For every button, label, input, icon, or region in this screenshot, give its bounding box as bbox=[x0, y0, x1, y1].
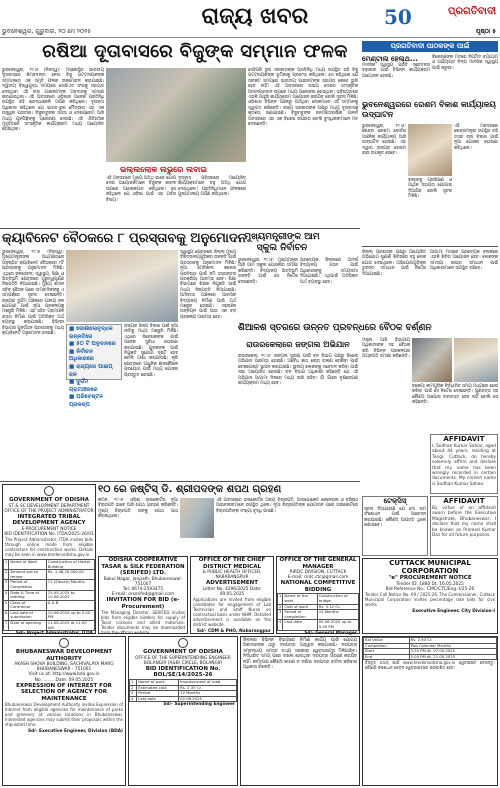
emblem-icon bbox=[44, 486, 54, 496]
cabinet-text-col1: ଭୁବନେଶ୍ୱର, ୧୯।୫ (ନିଜସ୍ୱ): ମୁଖ୍ୟମନ୍ତ୍ରୀଙ୍କ ଅଧ୍ୟକ୍ଷତାରେ ଅନୁଷ୍ଠିତ କ୍ୟାବିନେଟ ବୈଠକରେ ୮ଟି ପ୍ରସ୍ତାବକୁ ଅନୁମୋଦନ ମିଳିଛି। ଏଥିରେ ଜଳସେଚନ, ସ୍ୱାସ୍ଥ୍ୟ, ଶିକ୍ଷା ଓ ଭିତ୍ତିଭୂମି କ୍ଷେତ୍ରରେ ଗୁରୁତ୍ୱପୂର୍ଣ୍ଣ ନିଷ୍ପତ୍ତି ନିଆଯାଇଛି। ମୁଖ୍ୟ ଶାସନ ସଚିବ ବୈଠକ ପରେ ସାମ୍ବାଦିକଙ୍କୁ ଏ ସମ୍ପର୍କରେ ସୂଚନା ଦେଇଛନ୍ତି। ରାଜ୍ୟର ଦୁର୍ଗମ ଅଞ୍ଚଳରେ ପାନୀୟ ଜଳ ଯୋଗାଣ ପାଇଁ ନୂଆ ପ୍ରକଳ୍ପକୁ ମଞ୍ଜୁରି ମିଳିଛି। ଏହା ସହିତ ଗ୍ରାମାଞ୍ଚଳ ରାସ୍ତା ନିର୍ମାଣ ପାଇଁ ଅତିରିକ୍ତ ଅର୍ଥ ବ୍ୟବସ୍ଥା କରାଯାଇଛି। ବିଭିନ୍ନ ବିଭାଗର ପୁନର୍ଗଠନ ପ୍ରସ୍ତାବକୁ ମଧ୍ୟ କ୍ୟାବିନେଟ ଅନୁମୋଦନ ଦେଇଛି। bbox=[2, 250, 64, 337]
table-row bbox=[364, 654, 497, 660]
ad-signature: Sd/- Project Administrator, ITDA bbox=[15, 631, 93, 637]
main-story-text-col1: ଭୁବନେଶ୍ୱର, ୧୯।୫ (ନିଜସ୍ୱ): ମସ୍କୋସ୍ଥିତ ଭାରତୀୟ ଦୂତାବାସରେ କିମ୍ବଦନ୍ତୀ ନେତା ବିଜୁ ପଟ୍ଟନାୟକଙ୍କ ସମ୍ମାନରେ ଏକ ସ୍ମୃତି ଫଳକ ଉନ୍ମୋଚନ କରାଯାଇଛି। ଦ୍ୱିତୀୟ ବିଶ୍ୱଯୁଦ୍ଧ ସମୟରେ ସୋଭିଏତ ସଂଘକୁ ସହାୟତା ଦେଇଥିବା ଏହି ବୀର ପାଇଲଟଙ୍କ ଅବଦାନକୁ ସ୍ମରଣ କରାଯାଇଥିଲା। ଏହି ଅବସରରେ ଓଡ଼ିଶାର ଅନେକ ପ୍ରତିନିଧି ଉପସ୍ଥିତ ରହି ଶ୍ରଦ୍ଧାଞ୍ଜଳି ଅର୍ପଣ କରିଥିଲେ। ଦୂତାବାସ ଅଧିକାରୀ କହିଥିଲେ ଯେ ଭାରତ-ରୁଷ ମୈତ୍ରୀର ଏହା ଏକ ଉଜ୍ଜ୍ୱଳ ପ୍ରତୀକ। ବିଜୁବାବୁଙ୍କ ସାହସ ଓ ଦେଶପ୍ରେମ ଆଜି ମଧ୍ୟ ଯୁବପିଢ଼ିଙ୍କୁ ପ୍ରେରଣା ଦେଉଛି। ଏହି ଐତିହାସିକ ମୁହୂର୍ତ୍ତରେ ସାଂସ୍କୃତିକ କାର୍ଯ୍ୟକ୍ରମ ମଧ୍ୟ ଆୟୋଜିତ ହୋଇଥିଲା। bbox=[2, 68, 104, 133]
emblem-icon bbox=[59, 638, 69, 648]
minister-photo-2 bbox=[454, 338, 498, 382]
ad-line: E-mail: rirdc.ctc@gmail.com bbox=[287, 575, 349, 581]
ad-line: BHUBANESWAR - 751001 bbox=[36, 667, 92, 673]
newspaper-logo: ପ୍ରଗତିବାଦୀ bbox=[447, 6, 496, 17]
table-cell: 4 bbox=[130, 696, 137, 702]
table-row bbox=[4, 600, 95, 610]
bbsr-text-col1: ଭୁବନେଶ୍ୱର, ୧୯।୫: କେନ୍ଦ୍ର ରେଶମ ବୋର୍ଡର ଆଞ୍ଚଳିକ କାର୍ଯ୍ୟାଳୟ ଆଜି ଉଦ୍‌ଘାଟିତ ହୋଇଛି। ଏହା ଦ୍ୱାରା ରାଜ୍ୟର ରେଶମ ଚାଷୀ ଉପକୃତ ହେବେ। bbox=[362, 124, 406, 157]
ad-line: ADVERTISEMENT bbox=[206, 580, 258, 587]
ad-line: BHUBANESWAR DEVELOPMENT AUTHORITY bbox=[15, 649, 113, 662]
mental-health-head: ମେଣ୍ଟାଲ ହେଲ୍ଥ... bbox=[362, 55, 418, 63]
bhubaneswar-headline: ଭୁବନେଶ୍ୱରରେ ରେଶମ ବିକାଶ କାର୍ଯ୍ୟାଳୟ ଉଦ୍‌ଘାଟନ bbox=[362, 100, 496, 119]
ad-line: BID IDENTIFICATION No. ITDA/2025-26/01 bbox=[4, 532, 94, 538]
ad-coop-tender bbox=[98, 556, 188, 634]
ad-table bbox=[277, 593, 359, 630]
ad-line: AKASH SHOVA BUILDING, SACHIVALAYA MARG bbox=[14, 662, 114, 667]
railway-headline: ରାଉରକେଲାରେ ଜଙ୍ଗଲ ଅଭିଯାନ bbox=[246, 340, 350, 349]
ad-line: E-mail: orserifed@gmail.com bbox=[111, 592, 175, 598]
table-row bbox=[4, 621, 95, 631]
ad-line: INTEGRATED TRIBAL DEVELOPMENT AGENCY bbox=[12, 513, 86, 527]
table-cell: Rs. 2.94 Cr. bbox=[409, 638, 496, 644]
notice-head: ଟେକ୍ସିସ୍ bbox=[383, 497, 407, 505]
minister-text-col1: ମନ୍ତ୍ରୀ ଆଜି ବିଭାଗୀୟ ଅଧିକାରୀଙ୍କ ସହ ବୈଠକ କରି ବିଭିନ୍ନ ପ୍ରକଳ୍ପର ଅଗ୍ରଗତି ସମୀକ୍ଷା କରିଛନ୍ତି। bbox=[362, 338, 410, 360]
divider bbox=[0, 481, 360, 482]
table-row bbox=[4, 610, 95, 620]
table-cell: 5.00 PM dt. 21.05.2025 bbox=[409, 654, 496, 660]
affidavit-box-1 bbox=[430, 434, 498, 494]
table-cell: 11 (Eleven) Months bbox=[46, 580, 94, 590]
ad-line: EXPRESSION OF INTEREST FOR SELECTION OF AGENCY FOR MAINTENANCE bbox=[16, 682, 112, 702]
cabinet-text-col2: ରାଜ୍ୟର ଶିଳ୍ପ ବିକାଶ ପାଇଁ ନୂଆ ନୀତିକୁ ମଧ୍ୟ ମଞ୍ଜୁରି ମିଳିଛି। ଏଥିରେ ନିବେଶକଙ୍କ ପାଇଁ ଅନେକ ସୁବିଧା ଘୋଷଣା କରାଯାଇଛି। ଯୁବକଙ୍କ ପାଇଁ ନିଯୁକ୍ତି ସୁଯୋଗ ସୃଷ୍ଟି ହେବ ବୋଲି ଆଶା କରାଯାଉଛି। କୃଷି କ୍ଷେତ୍ରରେ ଆଧୁନିକ ଜ୍ଞାନକୌଶଳ ପ୍ରୟୋଗ ପାଇଁ ମଧ୍ୟ ଯୋଜନା ପ୍ରସ୍ତୁତ ହୋଇଛି। bbox=[124, 324, 178, 378]
table-cell: 3 bbox=[4, 580, 9, 590]
table-cell: Name of the work bbox=[283, 594, 317, 604]
ad-line: BOLANGIR (R&B) CIRCLE, BOLANGIR bbox=[143, 660, 223, 666]
table-cell: Improvement of road bbox=[179, 679, 237, 685]
ad-itda-tender bbox=[2, 484, 96, 637]
mental-health-text-col2: ବିଶେଷଜ୍ଞଙ୍କ ମତରେ ନିୟମିତ ବ୍ୟାୟାମ ଓ ପର୍ଯ୍ୟାପ୍ତ ନିଦ୍ରା ମାନସିକ ସ୍ୱାସ୍ଥ୍ୟ ପାଇଁ ଜରୁରୀ। bbox=[432, 55, 498, 71]
ad-line: ODISHA COOPERATIVE TASAR & SILK FEDERATION (SERIFED) LTD. bbox=[101, 557, 185, 576]
ad-line: GOVERNMENT OF ODISHA bbox=[143, 649, 223, 655]
ad-superintending-engineer bbox=[128, 636, 238, 786]
ad-line: OFFICE OF THE PROJECT ADMINISTRATOR bbox=[4, 508, 94, 514]
table-row bbox=[4, 559, 95, 569]
highlight-item: ■ ରାଜ୍ୟରେ ପାଇପ୍‌ ଜଳ bbox=[69, 363, 113, 378]
table-cell: A & B bbox=[46, 600, 94, 610]
ad-line: Tender ID: 1880 Dt. 16.05.2025 bbox=[396, 581, 464, 587]
ad-body: Bhubaneswar Development Authority invites Expression of Interest from eligible agencies for maintenance of parks and greenery at various locations in Bhubaneswar. Interested agencies may submit their proposals within the stipulated time. bbox=[5, 702, 123, 727]
table-cell: 05.06.2025 up to 5.00 PM bbox=[317, 620, 358, 630]
table-cell: 11.06.2025 at 11.00 AM bbox=[46, 621, 94, 631]
ad-body: Applications are invited from eligible candidates for engagement of Lab Technician and Staff Nurse on contractual basis under NHM. Detailed advertisement is available on the district website. bbox=[193, 597, 271, 627]
ad-body: ବିସ୍ତୃତ ତଥ୍ୟ ପାଇଁ www.tendersodisha.gov.in ୱେବସାଇଟ ଦେଖନ୍ତୁ। କୌଣସି ସଂଶୋଧନ କେବଳ ୱେବସାଇଟରେ ପ୍ରକାଶିତ ହେବ। bbox=[365, 660, 495, 671]
table-cell: Rs. 2.35 Cr. bbox=[179, 685, 237, 691]
cm-story-text-col2: ପ୍ରତ୍ୟେକ ଜିଲ୍ଲାରେ ଆଦର୍ଶ ବିଦ୍ୟାଳୟ ଗଠନ ପାଇଁ ଅଧିକାରୀଙ୍କୁ ସମୟସୀମା ଦିଆଯାଇଛି। ଏଥିପାଇଁ ଅତିରିକ୍ତ ଅର୍ଥ ବ୍ୟବସ୍ଥା ହେବ। bbox=[300, 258, 358, 285]
highlight-item: ■ ୫୦ ଟି ଅନୁଦାନରେ bbox=[69, 341, 116, 348]
table-cell: 25.05.2025 to 10.06.2025 bbox=[46, 590, 94, 600]
main-story-photo bbox=[106, 68, 246, 162]
ad-body: The Project Administrator, ITDA invites bids through online mode from eligible contractors for construction works. Details may be seen in www.tendersodisha.gov.in bbox=[5, 537, 93, 558]
table-cell: Name of Work bbox=[9, 559, 46, 569]
table-cell: 02.06.2025 bbox=[179, 696, 237, 702]
page-section-title: ରାଜ୍ୟ ଖବର bbox=[201, 3, 309, 29]
ad-misc-notice bbox=[276, 556, 360, 634]
divider bbox=[0, 228, 360, 229]
dateline: ଭୁବନେଶ୍ୱର, ଗୁରୁବାର, ୨୦ ମେ ୨୦୨୫ bbox=[2, 28, 91, 35]
ad-bda-eoi bbox=[2, 636, 126, 786]
ad-line: NATIONAL COMPETITIVE BIDDING bbox=[280, 580, 356, 593]
ad-signature: Executive Engineer, City Division-I bbox=[412, 608, 495, 614]
table-cell: Construction of Hostel Building bbox=[46, 559, 94, 569]
ad-line: Tel: 0674-2593475 bbox=[122, 586, 164, 592]
table-cell: 3.30 PM dt. 07.05.2025 bbox=[409, 649, 496, 655]
table-cell: Period bbox=[137, 691, 179, 697]
table-cell: 3 bbox=[278, 610, 283, 620]
table-cell: 5 bbox=[4, 600, 9, 610]
ad-line: CUTTACK MUNICIPAL bbox=[389, 559, 471, 567]
svg-text:50: 50 bbox=[384, 5, 412, 29]
table-cell: Date of opening bbox=[9, 621, 46, 631]
ad-signature: Sd/- Superintending Engineer bbox=[163, 702, 235, 708]
affidavit-text: I, Sudhan Kumar Sahoo, aged about 44 years, residing at Tangi, Cuttack, do hereby solemnly affirm and declare that my name has been wrongly recorded in certain documents. My correct name is Sudhan Kumar Sahoo. bbox=[432, 444, 496, 487]
table-row bbox=[278, 594, 359, 604]
notice-box bbox=[362, 496, 428, 556]
ad-line: CORPORATION bbox=[401, 567, 459, 575]
table-cell: 12 Months bbox=[179, 691, 237, 697]
ad-line: "e" PROCUREMENT NOTICE bbox=[388, 575, 472, 581]
bbsr-photo bbox=[408, 124, 452, 176]
ad-signature: Sd/- Executive Engineer, Division (BDA) bbox=[28, 728, 123, 734]
table-cell: Class of Contractor bbox=[9, 600, 46, 610]
table-cell: 1 bbox=[278, 594, 283, 604]
right-misc-text-col2: ଆଗାମୀ ମାସରେ ପ୍ରତ୍ୟେକ ବ୍ଲକରେ ଏଭଳି ଶିବିର ଆୟୋଜନ ହେବ। ଲୋକଙ୍କ ସମସ୍ୟା ଶୀଘ୍ର ସମାଧାନ ପାଇଁ ଅଧିକାରୀମାନେ ଉପସ୍ଥିତ ରହିବେ। bbox=[430, 250, 498, 272]
table-cell: End bbox=[364, 654, 410, 660]
main-story-text-col2: ଏହି ଅବସରରେ ମୁଖ୍ୟ ଅତିଥି ଭାବେ ଯୋଗ ଦେଇ ଆୟୋଜକମାନେ ବିଜୁଙ୍କ ଜୀବନୀ ଉପରେ ଆଲୋକପାତ କରିଥିଲେ। ସେ କହିଥିଲେ ଯେ ଓଡ଼ିଶା ପାଇଁ ଏହା ଗର୍ବର ବିଷୟ। bbox=[106, 176, 176, 203]
reader-banner: ପ୍ରଗତିବାଦୀ ପାଠକଙ୍କ ପାଇଁ bbox=[362, 41, 498, 52]
ad-line: & PUBLIC HEALTH OFFICER, NABARANGPUR bbox=[202, 570, 262, 581]
ad-signature: Sd/- General Manager bbox=[304, 630, 357, 636]
ad-cmc-tender bbox=[362, 558, 498, 634]
main-story-text-col3: ଦୂତାବାସ ପରିସରରେ ଆୟୋଜିତ କାର୍ଯ୍ୟକ୍ରମରେ ବହୁ ଅତିଥି ଯୋଗ ଦେଇଥିଲେ। ପ୍ରତିନିଧିମାନେ ଫଳକରେ ପୁଷ୍ପମାଲ୍ୟ ଅର୍ପଣ କରିଥିଲେ। bbox=[178, 176, 246, 198]
table-cell: Estimated cost bbox=[137, 685, 179, 691]
oath-photo bbox=[180, 498, 214, 538]
table-cell: 15 Months bbox=[317, 610, 358, 620]
table-cell: Amount put to tender bbox=[9, 570, 46, 580]
bbsr-text-col2: ଚାଷୀଙ୍କୁ ପ୍ରଶିକ୍ଷଣ ଓ ଆର୍ଥିକ ସହାୟତା ଯୋଗାଇ ଦିଆଯିବ ବୋଲି ସୂଚନା ମିଳିଛି। bbox=[408, 178, 452, 200]
ad-line: BID IDENTIFICATION No. BOL/SE/14/2025-26 bbox=[145, 665, 221, 679]
masthead bbox=[0, 0, 500, 38]
table-row bbox=[4, 570, 95, 580]
ad-body: Tender Call Notice No. 09 / 2025-26. The Commissioner, Cuttack Municipal Corporation invites percentage rate bids for civil works. bbox=[365, 591, 495, 607]
table-row bbox=[278, 610, 359, 620]
table-row bbox=[130, 696, 237, 702]
affidavit-text: By virtue of an affidavit sworn before the Executive Magistrate, Bhubaneswar, I declare that my name shall be known as Pramod Kumar Das for all future purposes. bbox=[432, 506, 496, 539]
table-row bbox=[278, 620, 359, 630]
main-photo-caption: ଭଲ୍ଲଲୋକ ଲଭୁରେ ଲବାଇ bbox=[120, 165, 208, 174]
oath-story-text-col1: କଟକ, ୧୯।୫: ଓଡ଼ିଶା ହାଇକୋର୍ଟର ନୂଆ ବିଚାରପତି ଭାବେ ଆଜି ଶପଥ ଗ୍ରହଣ କରିଛନ୍ତି। ମୁଖ୍ୟ ବିଚାରପତି ତାଙ୍କୁ ଶପଥ ପାଠ କରାଇଥିଲେ। bbox=[98, 498, 178, 520]
bbsr-text-col3: ଏହି ଅବସରରେ କେନ୍ଦ୍ରମନ୍ତ୍ରୀ ଉପସ୍ଥିତ ରହି ତସର ଚାଷ ବିକାଶ ପାଇଁ ନୂଆ ଯୋଜନା ଘୋଷଣା କରିଥିଲେ। bbox=[454, 124, 498, 151]
ad-body: ଜିଲ୍ଲାର ବିଭିନ୍ନ ବିଭାଗରେ ନିର୍ମାଣ କାର୍ଯ୍ୟ ପାଇଁ ଯୋଗ୍ୟ ଠିକାଦାରଙ୍କ ଠାରୁ ଦରପତ୍ର ଆହ୍ୱାନ କରାଯାଉଛି। ଦରପତ୍ର ସମ୍ବନ୍ଧୀୟ ସମସ୍ତ ତଥ୍ୟ ସରକାରୀ ୱେବସାଇଟରୁ ମିଳିପାରିବ। ନିର୍ଦ୍ଧାରିତ ସମୟ ପରେ ଦାଖଲ ହେଉଥିବା ଦରପତ୍ର ଗ୍ରହଣ କରାଯିବ ନାହିଁ। କର୍ତ୍ତୃପକ୍ଷ କୌଣସି କାରଣ ନ ଦର୍ଶାଇ ଦରପତ୍ର ବାତିଲ କରିବାର ଅଧିକାର ରଖନ୍ତି। bbox=[243, 638, 357, 671]
ad-line: Bakul Nagar, Janpath, Bhubaneswar-751007 bbox=[103, 576, 183, 587]
cabinet-photo bbox=[66, 250, 178, 322]
cabinet-headline: କ୍ୟାବିନେଟ ବୈଠକରେ ୮ ପ୍ରସ୍ତାବକୁ ଅନୁମୋଦନ bbox=[2, 231, 247, 246]
divider bbox=[362, 246, 498, 247]
table-row bbox=[4, 590, 95, 600]
table-cell: Rs. 1,46,20,000.00 bbox=[46, 570, 94, 580]
highlight-item: ■ ସୋଶାଲୋବୃଦ୍ଧକ ଉନ୍ନତିରେ bbox=[69, 326, 113, 340]
table-cell: 1 bbox=[130, 679, 137, 685]
ad-line: OFFICE OF THE GENERAL MANAGER bbox=[279, 557, 357, 570]
ad-line: ST & SC DEVELOPMENT DEPARTMENT bbox=[8, 503, 90, 509]
table-cell: Cost of work bbox=[283, 604, 317, 610]
ad-table bbox=[363, 637, 497, 660]
ad-line: Visit us at: http://www.bda.gov.in bbox=[28, 672, 100, 678]
table-cell: Two Calendar Months bbox=[409, 643, 496, 649]
main-story-text-col4: ସେହିପରି ରୁଷ ସରକାରଙ୍କ ପ୍ରତିନିଧି ମଧ୍ୟ ଉପସ୍ଥିତ ରହି ବିଜୁ ପଟ୍ଟନାୟକଙ୍କ ଭୂମିକାକୁ ପ୍ରଶଂସା କରିଥିଲେ। ସେ କହିଥିଲେ ଯେ ସଙ୍କଟ ସମୟରେ ଭାରତୀୟ ପାଇଲଟଙ୍କ ସହାୟତା କେବେ ଭୁଲି ହେବ ନାହିଁ। ଏହି ଅବସରରେ ଉଭୟ ଦେଶର ସାଂସ୍କୃତିକ ଆଦାନପ୍ରଦାନ ଉପରେ ମଧ୍ୟ ଆଲୋଚନା ହୋଇଥିଲା। ଭବିଷ୍ୟତରେ ଏଭଳି ଆହୁରି କାର୍ଯ୍ୟକ୍ରମ ଆୟୋଜନ କରାଯିବ ବୋଲି ସୂଚନା ମିଳିଛି। ଓଡ଼ିଶାର ବିଭିନ୍ନ ଅଞ୍ଚଳରୁ ଆସିଥିବା ଲୋକମାନେ ଏହି ସମ୍ମାନକୁ ସ୍ୱାଗତ କରିଛନ୍ତି। ରାଜ୍ୟ ସରକାରଙ୍କ ପକ୍ଷରୁ ମଧ୍ୟ ଦୂତାବାସକୁ କୃତଜ୍ଞତା ଜଣାଯାଇଛି। ବିଜୁବାବୁଙ୍କ ଜନ୍ମଶତବାର୍ଷିକୀ ପାଳନ ଅବସରରେ ଏହା ଏକ ବିଶେଷ ଉପହାର ବୋଲି ବୁଦ୍ଧିଜୀବୀମାନେ ମତ ଦେଇଛନ୍ତି। bbox=[248, 68, 358, 128]
cabinet-text-col3: ସ୍ୱାସ୍ଥ୍ୟ କ୍ଷେତ୍ରରେ ଜିଲ୍ଲା ମୁଖ୍ୟ ଚିକିତ୍ସାଳୟଗୁଡ଼ିକର ଉନ୍ନତି ପାଇଁ ପ୍ରସ୍ତାବକୁ ଅନୁମୋଦନ ମିଳିଛି। ନୂଆ ମେଡିକାଲ କଲେଜ ପ୍ରତିଷ୍ଠା ପାଇଁ ଜମି ହସ୍ତାନ୍ତର ପ୍ରକ୍ରିୟା ଆରମ୍ଭ ହେବ। ଶିକ୍ଷା ବିଭାଗରେ ଶିକ୍ଷକ ନିଯୁକ୍ତି ପାଇଁ ମଧ୍ୟ ନିଷ୍ପତ୍ତି ନିଆଯାଇଛି। ଆଦିବାସୀ ଅଞ୍ଚଳରେ ଆବାସିକ ବିଦ୍ୟାଳୟ ନିର୍ମାଣ ପାଇଁ ଅର୍ଥ ମଞ୍ଜୁର ହୋଇଛି। ସହରାଞ୍ଚଳ ଉନ୍ନୟନ ପାଇଁ ଆଉ ଏକ ବଡ଼ ପ୍ରକଳ୍ପ ଆରମ୍ଭ ହେବ। bbox=[180, 250, 236, 320]
cm-school-headline: ମୁଖ୍ୟମନ୍ତ୍ରୀଙ୍କ ଆମ ସ୍କୁଲ ନିର୍ବାଚନ bbox=[244, 232, 320, 253]
table-cell: 1 bbox=[4, 559, 9, 569]
table-cell: 6 bbox=[4, 610, 9, 620]
ad-signature: Sd/- CDM & PHO, Nabarangpur bbox=[196, 628, 271, 634]
table-cell: Name of work bbox=[137, 679, 179, 685]
table-cell: 2 bbox=[130, 685, 137, 691]
table-cell: Period of Completion bbox=[9, 580, 46, 590]
ad-line: OFFICE OF THE SUPERINTENDING ENGINEER bbox=[135, 655, 231, 661]
ad-cmc-table bbox=[362, 636, 498, 786]
emblem-icon bbox=[178, 638, 188, 648]
ad-body: The Managing Director, SERIFED invites bids from eligible bidders for supply of Tasar cocoons and allied materials. Tender documents may be downloaded from the official website. bbox=[101, 610, 185, 635]
main-headline: ରଷିଆ ଦୂତାବାସରେ ବିଜୁଙ୍କ ସମ୍ମାନ ଫଳକ bbox=[42, 41, 348, 62]
notice-text: ସୂଚନା ଦିଆଯାଉଛି ଯେ ମୋ ନାମ ସଂଶୋଧନ ପାଇଁ ଆବେଦନ କରାଯାଇଛି। କୌଣସି ଆପତ୍ତି ଥିଲେ ଜଣାଇବେ। bbox=[364, 507, 426, 529]
anniversary-50-logo-icon bbox=[382, 4, 422, 28]
highlight-item: ■ ନିର୍ବାଚନ ଅଧିକାରରେ bbox=[69, 348, 94, 363]
ad-general-manager bbox=[240, 636, 360, 786]
ad-district-medical bbox=[190, 556, 274, 634]
table-cell: 4 bbox=[4, 590, 9, 600]
right-misc-text-col1: ଜିଲ୍ଲା ପ୍ରଶାସନ ପକ୍ଷରୁ ଆୟୋଜିତ ଅଭିଯୋଗ ଶୁଣାଣି ଶିବିରରେ ବହୁ ଲୋକ ଯୋଗ ଦେଇଥିଲେ। ଅଭିଯୋଗଗୁଡ଼ିକର ତୁରନ୍ତ ସମାଧାନ ପାଇଁ ନିର୍ଦ୍ଦେଶ ଦିଆଯାଇଛି। bbox=[362, 250, 426, 277]
table-cell: Last date bbox=[137, 696, 179, 702]
ad-table bbox=[3, 559, 95, 631]
highlight-item: ■ ଦୁର୍ଗମ ଗ୍ରାମାଞ୍ଚଳରେ bbox=[69, 379, 98, 393]
table-cell: 4 bbox=[278, 620, 283, 630]
table-cell: 7 bbox=[4, 621, 9, 631]
ad-line: No. ........ Date: 09.05.2025 bbox=[34, 677, 94, 683]
minister-headline: ଶିଆଳଶ ସ୍ତରରେ ଉନ୍ନତ ପ୍ରବନ୍ଧରେ ବୈଠକ ବର୍ଣ୍ଣନ bbox=[238, 323, 498, 334]
ad-line: INVITATION FOR BID (e-Procurement) bbox=[106, 597, 180, 610]
table-cell: Rs. 3.12 Cr. bbox=[317, 604, 358, 610]
table-cell: Date & Time of bidding bbox=[9, 590, 46, 600]
ad-table bbox=[129, 679, 237, 702]
affidavit-head: AFFIDAVIT bbox=[443, 435, 485, 443]
table-cell: 10.06.2025 up to 5.00 PM bbox=[46, 610, 94, 620]
table-cell: Bid Value bbox=[364, 638, 410, 644]
ad-line: GOVERNMENT OF ODISHA bbox=[9, 497, 89, 503]
table-cell: 2 bbox=[4, 570, 9, 580]
table-cell: Period of completion bbox=[283, 610, 317, 620]
minister-photo-1 bbox=[412, 338, 452, 382]
cabinet-highlights bbox=[66, 324, 122, 408]
table-cell: Last date of submission bbox=[9, 610, 46, 620]
minister-text-col2: ବକେୟା କାମଗୁଡ଼ିକ ନିର୍ଦ୍ଧାରିତ ସମୟ ମଧ୍ୟରେ ଶେଷ କରିବା ପାଇଁ ସେ ନିର୍ଦ୍ଦେଶ ଦେଇଛନ୍ତି। ଗୁଣବତ୍ତା ସହ କୌଣସି ଆପୋଷ ବରଦାସ୍ତ ହେବ ନାହିଁ ବୋଲି ସେ କହିଛନ୍ତି। bbox=[412, 384, 498, 406]
ad-line: OFFICE OF THE CHIEF DISTRICT MEDICAL bbox=[198, 557, 266, 570]
table-row bbox=[4, 580, 95, 590]
page-number: ପୃଷ୍ଠା ୫ bbox=[475, 28, 496, 35]
railway-story-text: ରାଉରକେଲା, ୧୯।୫: ଜଙ୍ଗଲ ସୁରକ୍ଷା ପାଇଁ ବନ ବିଭାଗ ପକ୍ଷରୁ ବିଶେଷ ଅଭିଯାନ ଆରମ୍ଭ ହୋଇଛି। ଅବୈଧ କାଠ ଚୋରା ଚାଲାଣ ରୋକିବା ପାଇଁ ଚେକପୋଷ୍ଟ ସ୍ଥାପନ କରାଯାଇଛି। ସ୍ଥାନୀୟ ଲୋକଙ୍କୁ ସଚେତନ କରିବା ପାଇଁ ସଭା ଆୟୋଜିତ ହୋଇଛି। ବନ ବିଭାଗ ଅଧିକାରୀ କହିଛନ୍ତି ଯେ ଏହି ଅଭିଯାନ ଆଗାମୀ ଦିନରେ ମଧ୍ୟ ଜାରି ରହିବ। ଗାଁ ଗାଁରେ ବୃକ୍ଷରୋପଣ କାର୍ଯ୍ୟକ୍ରମ ମଧ୍ୟ ହେବ। bbox=[238, 354, 358, 387]
ad-line: Bid Reference No.: CMC/CTC/Eng.-I/25-26 bbox=[385, 586, 475, 592]
oath-story-text-col2: ଏହି ଅବସରରେ ହାଇକୋର୍ଟର ଅନ୍ୟ ବିଚାରପତି, ଆଡଭୋକେଟ ଜେନେରାଲ ଓ ବରିଷ୍ଠ ଆଇନଜୀବୀମାନେ ଉପସ୍ଥିତ ଥିଲେ। ନୂଆ ବିଚାରପତିଙ୍କ ଯୋଗଦାନ ପରେ ହାଇକୋର୍ଟରେ ବିଚାରପତିଙ୍କ ସଂଖ୍ୟା ବୃଦ୍ଧି ପାଇଛି। bbox=[216, 498, 358, 514]
table-cell: 3 bbox=[130, 691, 137, 697]
table-cell: Start bbox=[364, 649, 410, 655]
table-cell: Completion bbox=[364, 643, 410, 649]
affidavit-box-2 bbox=[430, 496, 498, 556]
table-cell: 2 bbox=[279, 603, 282, 609]
affidavit-head: AFFIDAVIT bbox=[443, 497, 485, 505]
ad-line: E-PROCUREMENT NOTICE bbox=[21, 526, 77, 532]
ad-line: RIRDC DIVISION, CUTTACK bbox=[289, 570, 347, 575]
highlight-item: ■ ପରିବେଷ୍ଟନ ପ୍ରକଳ୍ପ bbox=[69, 394, 104, 408]
cm-story-text-col1: ଭୁବନେଶ୍ୱର, ୧୯।୫: ମୁଖ୍ୟମନ୍ତ୍ରୀ ଆଜି ଆମ ସ୍କୁଲ ଯୋଜନାର ସମୀକ୍ଷା କରିଛନ୍ତି। ବିଦ୍ୟାଳୟ ଭିତ୍ତିଭୂମି ଉନ୍ନତି ପାଇଁ ସେ ନିର୍ଦ୍ଦେଶ ଦେଇଛନ୍ତି। bbox=[238, 258, 298, 285]
mental-health-text-col1: ମାନସିକ ସ୍ୱାସ୍ଥ୍ୟ ପ୍ରତି ସଚେତନତା ବଢ଼ାଇବା ପାଇଁ ବିଭିନ୍ନ କାର୍ଯ୍ୟକ୍ରମ ଆୟୋଜନ ହେଉଛି। bbox=[362, 63, 430, 79]
table-cell: Construction of bridge bbox=[317, 594, 358, 604]
ad-line: Letter No. 4296/2025 Date: 09.05.2025 bbox=[202, 586, 262, 598]
table-cell: Last date bbox=[283, 620, 317, 630]
oath-headline: ୧୦ ରେ ଜଷ୍ଟିସ୍ ଡି. ଶ୍ରୀପଦଙ୍କ ଶପଥ ଗ୍ରହଣ bbox=[98, 484, 282, 495]
